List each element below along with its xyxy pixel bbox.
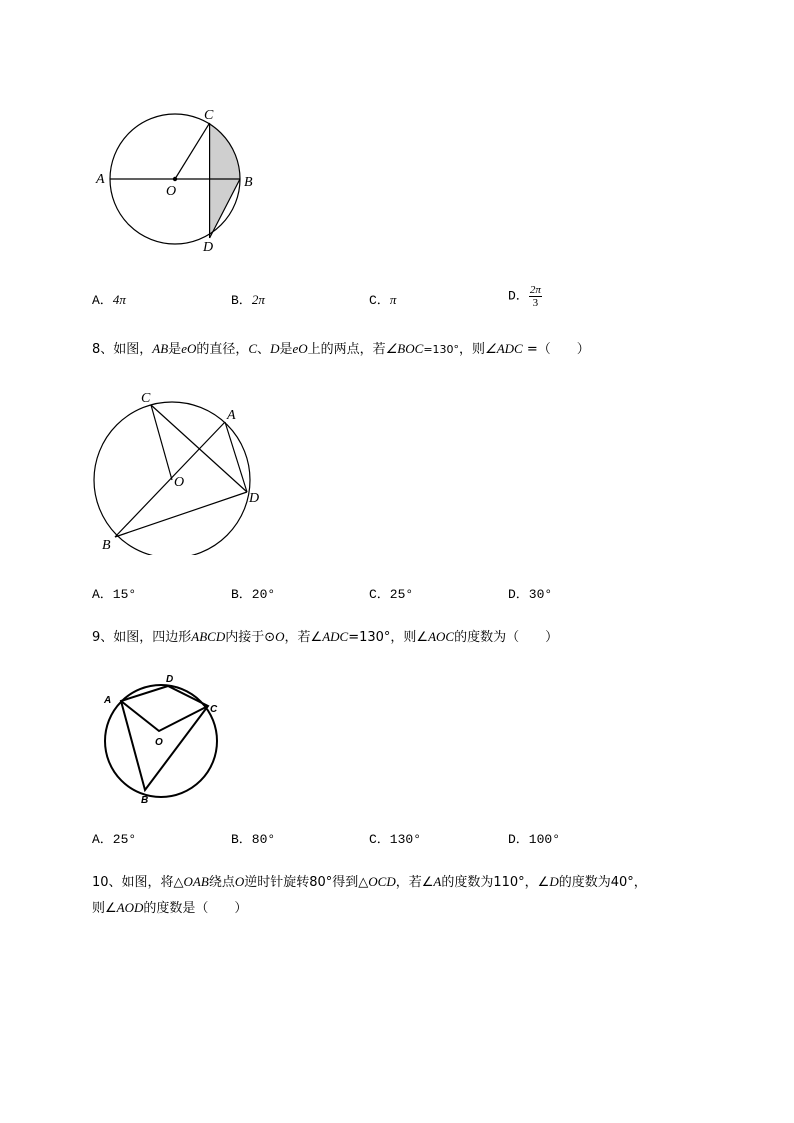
label-b: B — [244, 175, 253, 190]
figure-q8-circle — [88, 385, 273, 555]
q9-option-a[interactable]: A．25° — [92, 832, 137, 847]
diameter-ab — [115, 422, 225, 537]
radius-oc — [175, 123, 210, 179]
q9-option-d[interactable]: D．100° — [508, 832, 561, 847]
chord-bd — [115, 492, 247, 537]
label-c: C — [210, 704, 218, 715]
q7-option-a[interactable]: A．4π — [92, 292, 126, 308]
q7-option-b[interactable]: B．2π — [231, 292, 265, 308]
label-o: O — [174, 475, 185, 490]
label-o: O — [155, 737, 163, 748]
fraction-2pi-over-3: $\frac{2\pi}{3}$ — [529, 284, 541, 309]
label-b: B — [141, 795, 149, 806]
q8-option-a[interactable]: A．15° — [92, 587, 137, 602]
q7-option-c[interactable]: C．π — [369, 292, 397, 308]
angle-aoc — [121, 701, 208, 731]
label-c: C — [141, 391, 151, 406]
radius-oc — [151, 405, 172, 480]
label-d: D — [203, 240, 214, 255]
q9-stem: 9、如图，四边形ABCD内接于⊙O，若∠ADC=130°，则∠AOC的度数为（ ） — [92, 629, 559, 645]
center-point — [173, 177, 177, 181]
label-o: O — [166, 184, 177, 199]
q8-stem: 8、如图，AB是eO的直径，C、D是eO上的两点，若∠BOC=130°，则∠ADC =（ ） — [92, 341, 590, 357]
q8-option-d[interactable]: D．30° — [508, 587, 553, 602]
label-a: A — [104, 695, 112, 706]
label-d: D — [249, 491, 260, 506]
figure-q7-circle — [90, 100, 270, 260]
q10-stem-line2: 则∠AOD的度数是（ ） — [92, 900, 248, 916]
q8-option-c[interactable]: C．25° — [369, 587, 414, 602]
q8-option-b[interactable]: B．20° — [231, 587, 276, 602]
label-d: D — [166, 674, 174, 685]
label-a: A — [227, 408, 236, 423]
q9-option-b[interactable]: B．80° — [231, 832, 276, 847]
label-a: A — [96, 172, 105, 187]
quadrilateral-abcd — [121, 686, 208, 790]
q10-stem-line1: 10、如图，将△OAB绕点O逆时针旋转80°得到△OCD，若∠A的度数为110°，∠D的度数为40°， — [92, 874, 647, 890]
label-c: C — [204, 108, 214, 123]
label-b: B — [102, 538, 111, 553]
q9-option-c[interactable]: C．130° — [369, 832, 422, 847]
q7-option-d[interactable]: D． $\frac{2\pi}{3}$ — [508, 284, 541, 309]
figure-q9-circle — [100, 670, 230, 810]
